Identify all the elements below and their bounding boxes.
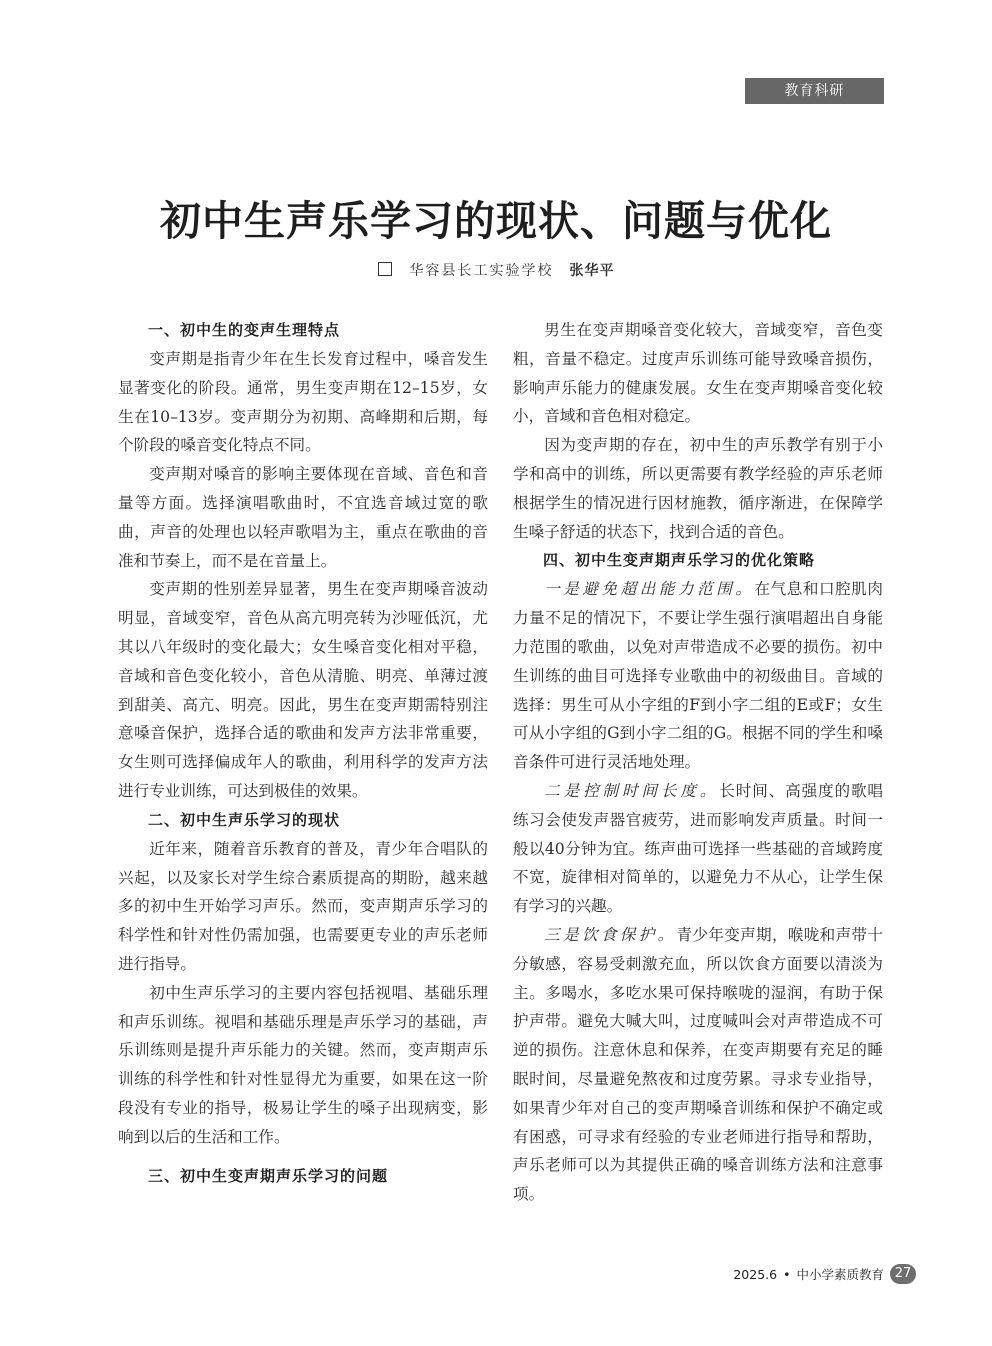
page-number-badge: 27	[890, 1264, 916, 1284]
author-institution: 华容县长工实验学校	[409, 263, 554, 279]
section-heading: 二、初中生声乐学习的现状	[148, 810, 341, 829]
strategy-lead: 二是控制时间长度。	[544, 781, 720, 800]
author-name: 张华平	[569, 263, 615, 279]
paragraph: 变声期对嗓音的影响主要体现在音域、音色和音量等方面。选择演唱歌曲时，不宜选音域过宽的歌曲，声音的处理也以轻声歌唱为主，重点在歌曲的音准和节奏上，而不是在音量上。	[118, 465, 488, 570]
page-footer	[733, 1264, 916, 1284]
paragraph: 近年来，随着音乐教育的普及，青少年合唱队的兴起，以及家长对学生综合素质提高的期盼，越来越多的初中生开始学习声乐。然而，变声期声乐学习的科学性和针对性仍需加强，也需要更专业的声乐老师进行指导。	[118, 839, 488, 973]
section-heading: 四、初中生变声期声乐学习的优化策略	[543, 551, 816, 570]
section-heading: 一、初中生的变声生理特点	[148, 321, 341, 339]
paragraph-body: 在气息和口腔肌肉力量不足的情况下，不要让学生强行演唱超出自身能力范围的歌曲，以免对声带造成不必要的损伤。初中生训练的曲目可选择专业歌曲中的初级曲目。音域的选择：男生可从小字组的F到小字二组的E或F；女生可从小字组的G到小字二组的G。根据不同的学生和嗓音条件可进行灵活地处理。	[513, 580, 883, 772]
right-column	[513, 316, 883, 1209]
separator-dot: •	[783, 1266, 791, 1282]
paragraph: 变声期是指青少年在生长发育过程中，嗓音发生显著变化的阶段。通常，男生变声期在12–15岁，女生在10–13岁。变声期分为初期、高峰期和后期，每个阶段的嗓音变化特点不同。	[118, 350, 488, 455]
issue-date: 2025.6	[733, 1266, 778, 1282]
section-tag: 教育科研	[745, 78, 884, 104]
article-title: 初中生声乐学习的现状、问题与优化	[160, 197, 832, 245]
paragraph	[513, 575, 883, 777]
paragraph: 变声期的性别差异显著，男生在变声期嗓音波动明显，音域变窄，音色从高亢明亮转为沙哑低沉，尤其以八年级时的变化最大；女生嗓音变化相对平稳，音域和音色变化较小，音色从清脆、明亮、单薄过渡到甜美、高亢、明亮。因此，男生在变声期需特别注意嗓音保护，选择合适的歌曲和发声方法非常重要，女生则可选择偏成年人的歌曲，利用科学的发声方法进行专业训练，可达到极佳的效果。	[118, 580, 488, 800]
journal-name: 中小学素质教育	[796, 1267, 884, 1282]
strategy-lead: 三是饮食保护。	[544, 925, 677, 944]
strategy-lead: 一是避免超出能力范围。	[544, 580, 755, 599]
paragraph	[513, 921, 883, 1209]
square-bullet-icon	[378, 262, 392, 276]
paragraph	[513, 777, 883, 921]
paragraph-body: 长时间、高强度的歌唱练习会使发声器官疲劳，进而影响发声质量。时间一般以40分钟为宜。练声曲可选择一些基础的音域跨度不宽，旋律相对简单的，以避免力不从心，让学生保有学习的兴趣。	[513, 781, 883, 916]
paragraph: 男生在变声期嗓音变化较大，音域变窄，音色变粗，音量不稳定。过度声乐训练可能导致嗓音损伤，影响声乐能力的健康发展。女生在变声期嗓音变化较小，音域和音色相对稳定。	[513, 321, 883, 426]
paragraph-body: 青少年变声期，喉咙和声带十分敏感，容易受刺激充血，所以饮食方面要以清淡为主。多喝水，多吃水果可保持喉咙的湿润，有助于保护声带。避免大喊大叫，过度喊叫会对声带造成不可逆的损伤。注意休息和保养，在变声期要有充足的睡眠时间，尽量避免熬夜和过度劳累。寻求专业指导，如果青少年对自己的变声期嗓音训练和保护不确定或有困惑，可寻求有经验的专业老师进行指导和帮助，声乐老师可以为其提供正确的嗓音训练方法和注意事项。	[513, 925, 883, 1204]
byline	[0, 260, 992, 280]
left-column	[118, 316, 488, 1191]
paragraph: 初中生声乐学习的主要内容包括视唱、基础乐理和声乐训练。视唱和基础乐理是声乐学习的基础，声乐训练则是提升声乐能力的关键。然而，变声期声乐训练的科学性和针对性显得尤为重要，如果在这一阶段没有专业的指导，极易让学生的嗓子出现病变，影响到以后的生活和工作。	[118, 983, 488, 1146]
paragraph: 因为变声期的存在，初中生的声乐教学有别于小学和高中的训练，所以更需要有教学经验的声乐老师根据学生的情况进行因材施教，循序渐进，在保障学生嗓子舒适的状态下，找到合适的音色。	[513, 436, 883, 541]
section-heading: 三、初中生变声期声乐学习的问题	[148, 1166, 389, 1185]
